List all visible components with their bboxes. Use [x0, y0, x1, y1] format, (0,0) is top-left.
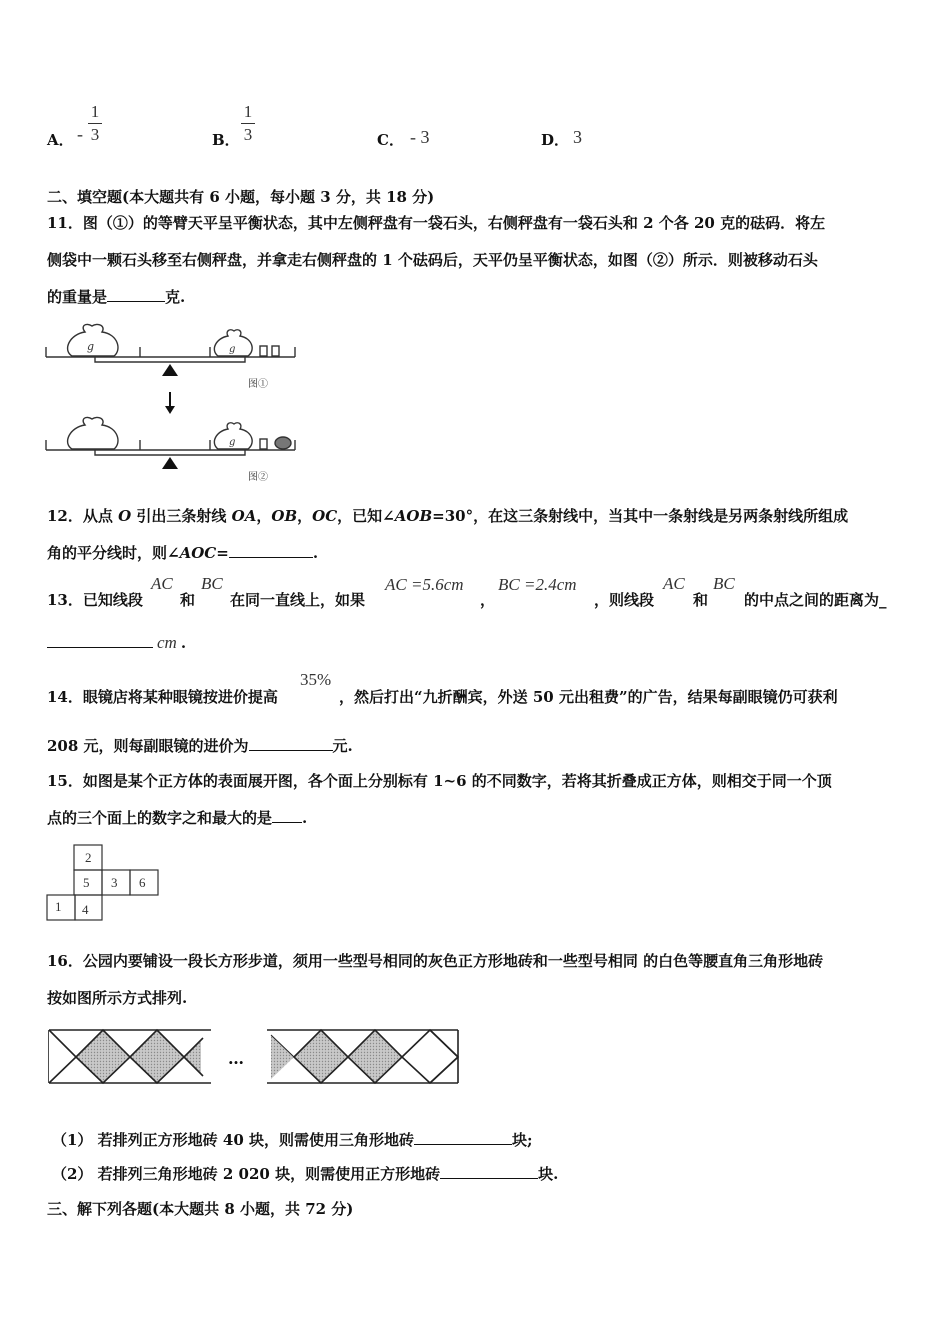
q16-sub1-blank[interactable]: [414, 1130, 512, 1145]
q13-he: 和: [180, 591, 196, 609]
q13-ac: AC: [151, 574, 173, 593]
gray-square-tile: [130, 1030, 184, 1083]
q14-line2-post: 元.: [332, 737, 353, 755]
q12-mid1: 引出三条射线: [131, 507, 232, 525]
net-num-4: 4: [82, 902, 89, 917]
net-num-1: 1: [55, 899, 62, 914]
q13-pre: 13．已知线段: [47, 591, 143, 609]
q13-bc2: BC: [713, 574, 735, 593]
gray-square-tile: [294, 1030, 348, 1083]
balance-figure: [40, 312, 310, 487]
weight-3: [260, 439, 267, 449]
q13-line1: [47, 589, 143, 610]
option-a-numerator: 1: [90, 102, 100, 121]
weight-1: [260, 346, 267, 356]
q13-unit: cm: [157, 633, 177, 652]
q13-answer-blank[interactable]: [47, 633, 153, 648]
q16-line1: 16．公园内要铺设一段长方形步道，须用一些型号相同的灰色正方形地砖和一些型号相同 的白色等腰直角三角形地砖: [47, 952, 824, 970]
q11-answer-blank[interactable]: [107, 287, 165, 302]
q11-line3-post: 克.: [165, 288, 186, 306]
q16-sub2-blank[interactable]: [440, 1164, 538, 1179]
option-d: D．: [541, 131, 570, 149]
q13-he2: 和: [693, 591, 709, 609]
fig1-label: 图①: [248, 379, 268, 390]
option-c: C．: [377, 131, 404, 149]
option-a: A．: [47, 131, 74, 149]
net-num-2: 2: [85, 850, 92, 865]
q16-sub2: [52, 1163, 558, 1184]
q12-ray-oc: OC: [312, 507, 338, 525]
q12-point-o: O: [118, 507, 132, 525]
q14-answer-blank[interactable]: [249, 736, 333, 751]
q13-ac2: AC: [663, 574, 685, 593]
q12-mid3: =30°，在这三条射线中，当其中一条射线是另两条射线所组成: [432, 507, 849, 525]
q13-eq2: BC =2.4cm: [498, 575, 577, 594]
section-2-title: 二、填空题(本大题共有 6 小题，每小题 3 分，共 18 分): [47, 188, 435, 206]
option-b-numerator: 1: [243, 102, 253, 121]
q13-post: 的中点之间的距离为_: [744, 591, 887, 609]
weight-2: [272, 346, 279, 356]
q13-mid2: ，则线段: [594, 591, 655, 609]
option-b: B．: [212, 131, 240, 149]
q12-ray-oa: OA: [231, 507, 257, 525]
tile-path-figure: [45, 1027, 465, 1089]
q12-ray-ob: OB: [271, 507, 298, 525]
q15-line2-post: .: [302, 809, 308, 827]
q14-post: ，然后打出“九折酬宾，外送 50 元出租费”的广告，结果每副眼镜仍可获利: [339, 688, 838, 706]
q13-line2: [47, 633, 186, 653]
gray-square-tile: [348, 1030, 402, 1083]
q13-comma: ，: [480, 591, 496, 609]
q15-answer-blank[interactable]: [272, 808, 302, 823]
q16-sub2-pre: （2） 若排列三角形地砖 2 020 块，则需使用正方形地砖: [52, 1165, 441, 1183]
cube-net-figure: [45, 843, 163, 923]
q12-sep2: ，: [297, 507, 313, 525]
q12-line2: [47, 542, 318, 563]
q12-angle-aob: AOB: [394, 507, 433, 525]
q12-line2-post: .: [312, 544, 319, 562]
q15-line2-pre: 点的三个面上的数字之和最大的是: [47, 809, 273, 827]
net-num-6: 6: [139, 875, 146, 890]
fig2-label: 图②: [248, 472, 268, 483]
q12-angle-aoc: AOC: [179, 544, 217, 562]
net-num-5: 5: [83, 875, 90, 890]
q12-line2-pre: 角的平分线时，则∠: [47, 544, 180, 562]
q16-sub1-post: 块;: [511, 1131, 533, 1149]
q16-sub1-pre: （1） 若排列正方形地砖 40 块，则需使用三角形地砖: [52, 1131, 414, 1149]
svg-text:g: g: [229, 344, 236, 355]
fraction-bar: [241, 123, 255, 124]
q15-line2: [47, 807, 307, 828]
fraction-bar: [88, 123, 102, 124]
fulcrum-1: [162, 364, 178, 376]
moved-stone: [275, 437, 291, 449]
q12-mid2: ，已知∠: [337, 507, 395, 525]
fulcrum-2: [162, 457, 178, 469]
option-b-denominator: 3: [243, 125, 253, 144]
q14-pre: 14．眼镜店将某种眼镜按进价提高: [47, 688, 278, 706]
down-arrow-icon: [165, 406, 175, 414]
q16-line2: 按如图所示方式排列.: [47, 989, 188, 1007]
q15-line1: 15．如图是某个正方体的表面展开图，各个面上分别标有 1~6 的不同数字，若将其折叠成正方体，则相交于同一个顶: [47, 772, 832, 790]
option-a-denominator: 3: [90, 125, 100, 144]
section-3-title: 三、解下列各题(本大题共 8 小题，共 72 分): [47, 1200, 354, 1218]
q12-sep1: ，: [256, 507, 272, 525]
q13-mid: 在同一直线上，如果: [230, 591, 366, 609]
option-d-value: 3: [573, 127, 582, 147]
q11-line3-pre: 的重量是: [47, 288, 108, 306]
q14-pct: 35%: [300, 670, 332, 689]
q16-sub2-post: 块.: [538, 1165, 559, 1183]
q11-line2: 侧袋中一颗石头移至右侧秤盘，并拿走右侧秤盘的 1 个砝码后，天平仍呈平衡状态，如图（②）所示．则被移动石头: [47, 251, 818, 269]
stone-bag-left-2: [68, 417, 118, 449]
q12-line1: [47, 505, 848, 526]
svg-text:g: g: [87, 340, 95, 353]
option-c-value: - 3: [410, 127, 430, 147]
q16-sub1: [52, 1129, 533, 1150]
q12-pre: 12．从点: [47, 507, 119, 525]
q14-line2: [47, 735, 353, 756]
net-num-3: 3: [111, 875, 118, 890]
option-a-sign: -: [77, 124, 83, 144]
gray-square-tile: [76, 1030, 130, 1083]
q13-end: .: [180, 634, 187, 652]
q12-answer-blank[interactable]: [229, 543, 313, 558]
q11-line3: [47, 286, 185, 307]
svg-text:g: g: [229, 437, 236, 448]
ellipsis: …: [228, 1049, 244, 1068]
net-cell-4: [75, 895, 102, 920]
option-b-fraction: [241, 102, 255, 145]
q11-line1: 11．图（①）的等臂天平呈平衡状态，其中左侧秤盘有一袋石头，右侧秤盘有一袋石头和 2 个各 20 克的砝码．将左: [47, 214, 826, 232]
q14-line2-pre: 208 元，则每副眼镜的进价为: [47, 737, 249, 755]
q13-bc: BC: [201, 574, 223, 593]
option-a-fraction: [88, 102, 102, 145]
q13-eq1: AC =5.6cm: [385, 575, 464, 594]
q12-eq: =: [216, 544, 229, 562]
